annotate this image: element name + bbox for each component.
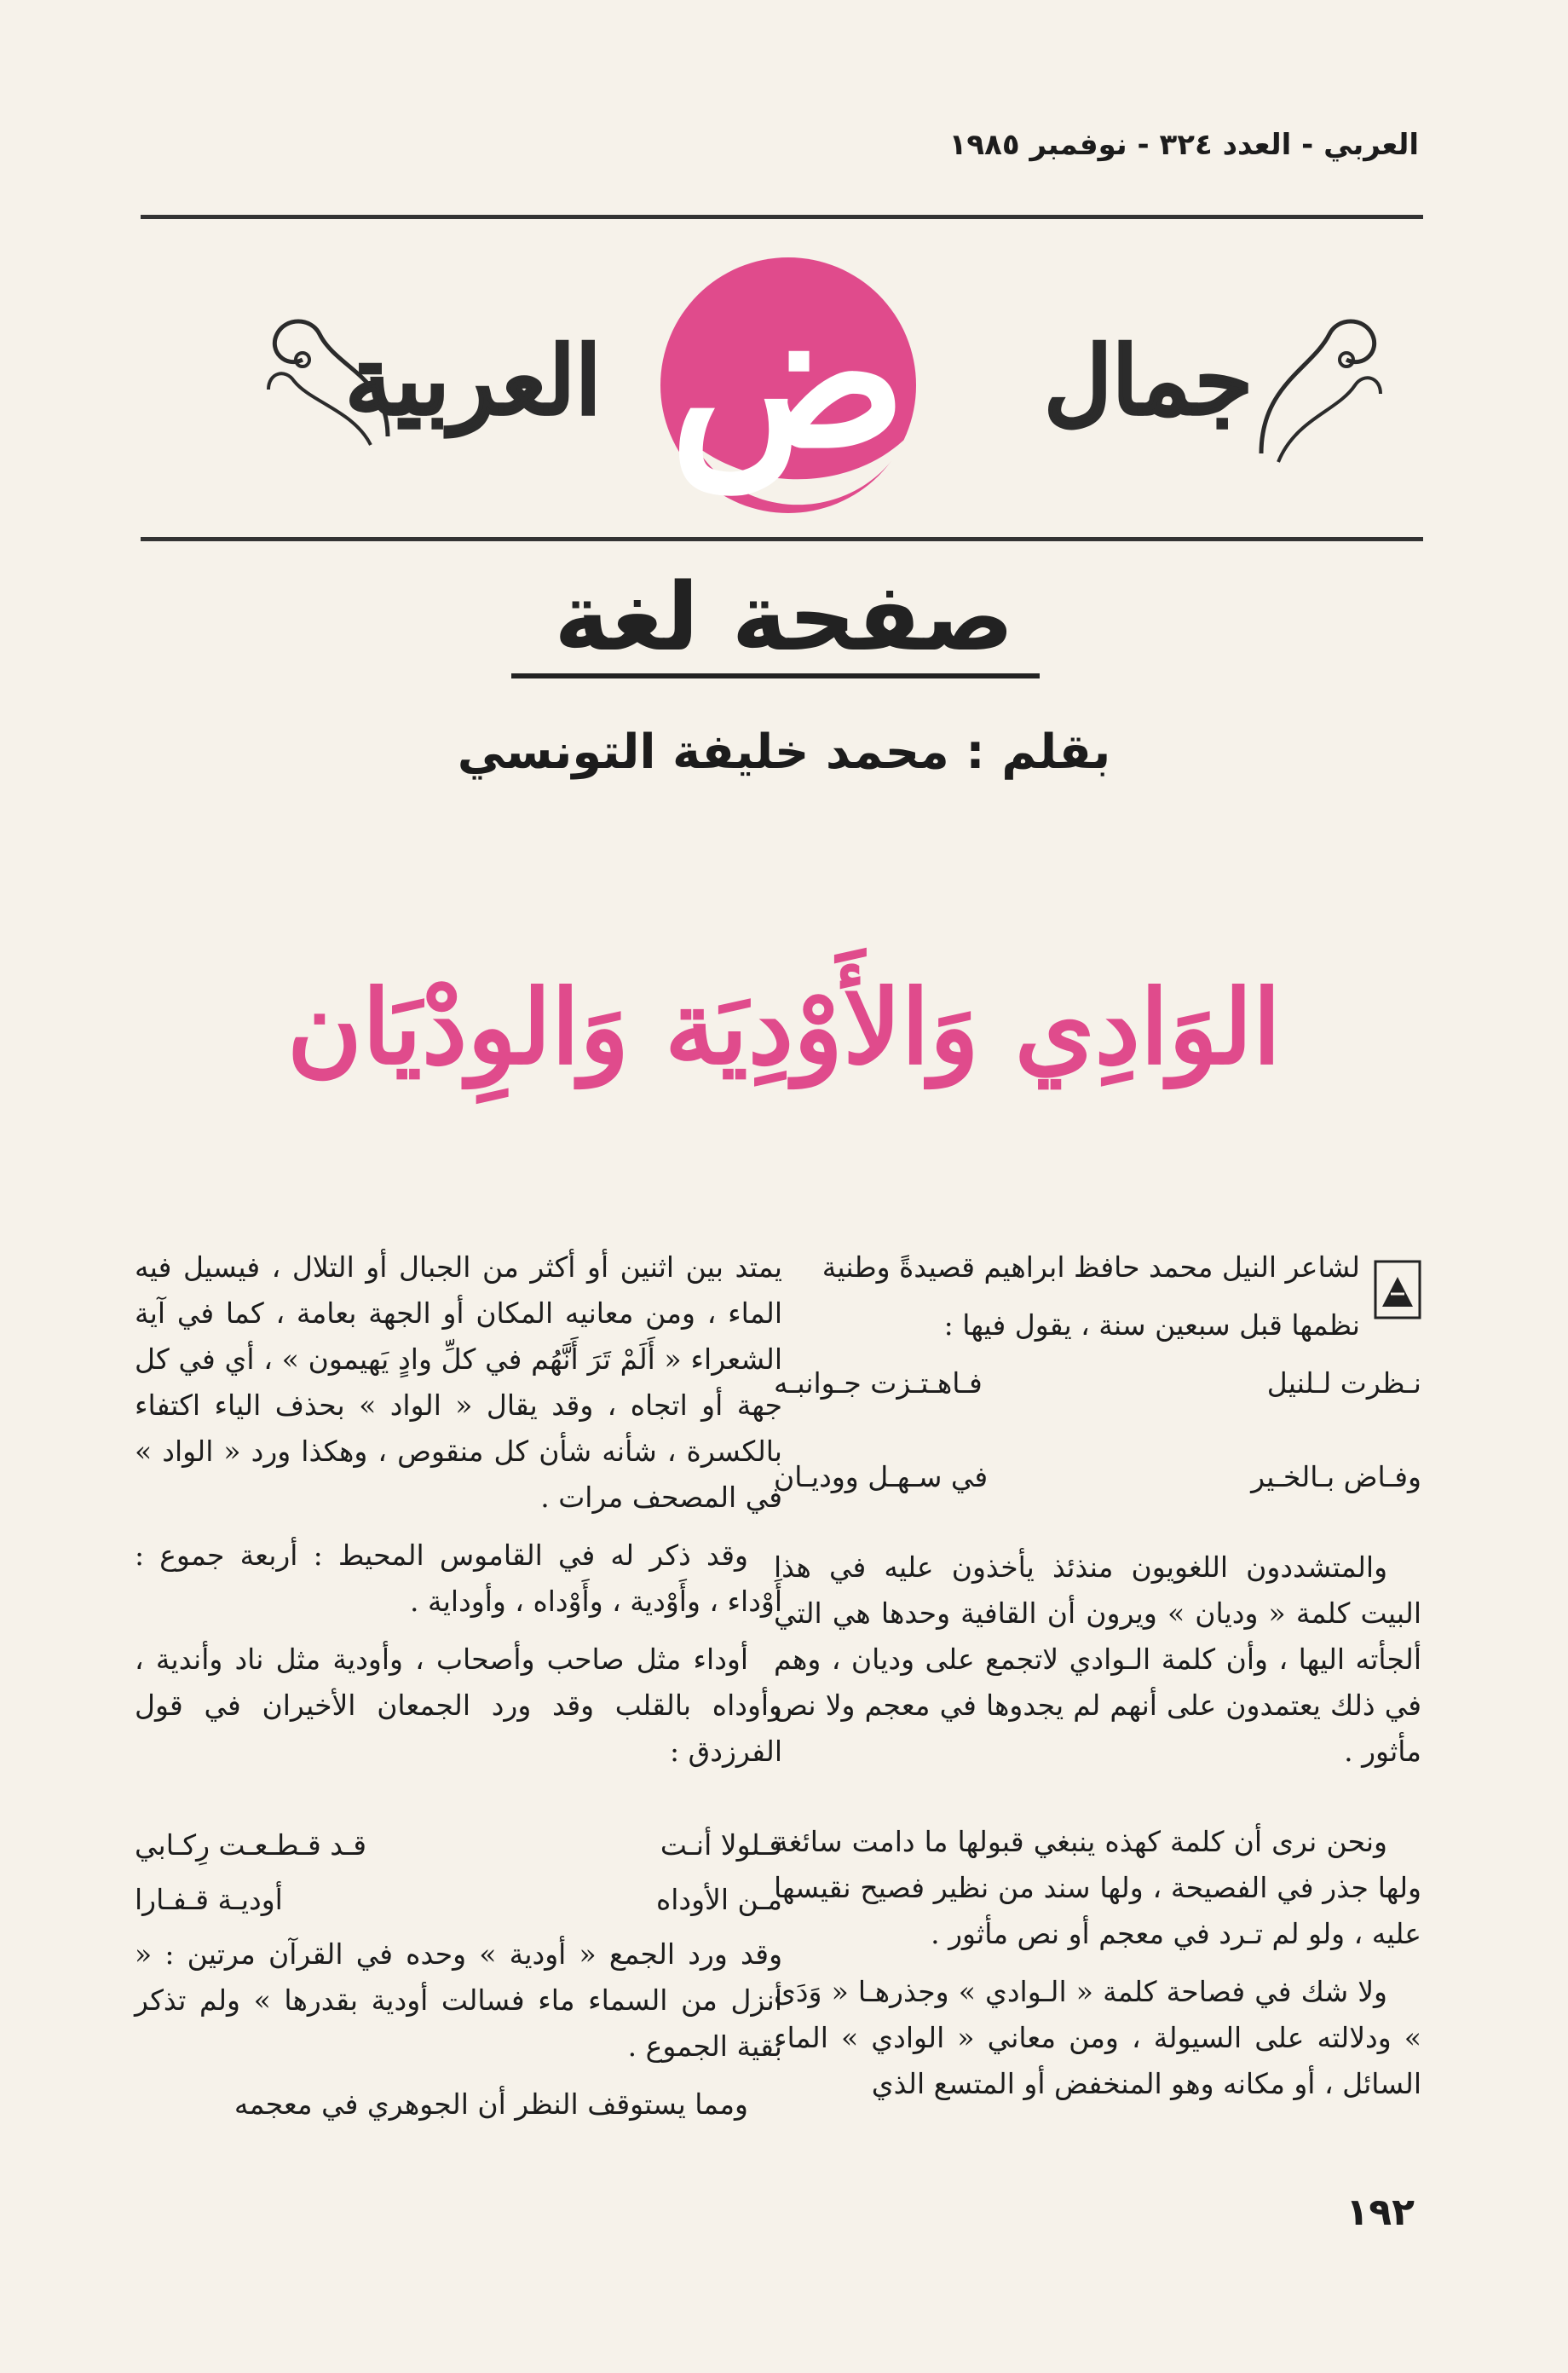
verse-line [774,1360,1421,1406]
masthead-word-jamal: جمال [1043,326,1253,436]
ornament-right-icon [1244,283,1398,488]
byline: بقلم : محمد خليفة التونسي [457,725,1111,780]
paragraph: وقد ورد الجمع « أودية » وحده في القرآن مرتين : « أنزل من السماء ماء فسالت أودية بقدرها » ولم تذكر بقية الجموع . [135,1937,782,2063]
verse-hemistich: أوديـة قـفـارا [135,1883,283,1916]
masthead-word-arabiya: العربية [345,326,602,436]
article-right-column [774,1244,1421,2119]
paragraph: لشاعر النيل محمد حافظ ابراهيم قصيدةً وطنية [821,1250,1360,1284]
masthead-emblem-letter: ض [669,262,908,492]
section-title: صفحة لغة [554,563,1014,672]
masthead-emblem [643,249,933,522]
verse-hemistich: نـظرت لـلنيل [1266,1366,1421,1400]
paragraph: نظمها قبل سبعين سنة ، يقول فيها : [943,1308,1360,1342]
article-title: الوَادِي وَالأَوْدِيَة وَالوِدْيَان [286,967,1282,1088]
article-left-column [135,1244,782,2139]
verse-line [774,1454,1421,1500]
masthead-bottom-rule [141,537,1423,541]
paragraph: أوداء مثل صاحب وأصحاب ، وأودية مثل ناد وأندية ، وأوداه بالقلب وقد ورد الجمعان الأخيران في قول الفرزدق : [135,1643,782,1768]
running-head: العربي - العدد ٣٢٤ - نوفمبر ١٩٨٥ [948,128,1419,162]
verse-hemistich: فـاهـتـزت جـوانبـه [774,1366,983,1400]
paragraph: ولا شك في فصاحة كلمة « الـوادي » وجذرهـا « وَدَى » ودلالته على السيولة ، ومن معاني « الوادي » الماء السائل ، أو مكانه وهو المنخفض أو المتسع الذي [774,1975,1421,2100]
paragraph: والمتشددون اللغويون منذئذ يأخذون عليه في هذا البيت كلمة « وديان » ويرون أن القافية وحدها هي التي ألجأته اليها ، وأن كلمة الـوادي لاتجمع على وديان ، وهم في ذلك يعتمدون على أنهم لم يجدوها في معجم ولا نص مأثور . [774,1550,1421,1768]
verse-hemistich: في سـهـل ووديـان [774,1460,989,1493]
page-number: ١٩٢ [1346,2191,1415,2234]
verse-hemistich: فـلولا أنـت [660,1828,782,1862]
verse-hemistich: وفـاض بـالخـير [1251,1460,1421,1493]
paragraph: ومما يستوقف النظر أن الجوهري في معجمه [233,2087,748,2121]
verse-hemistich: قـد قـطـعـت رِكـابي [135,1828,366,1862]
top-rule [141,215,1423,219]
paragraph: وقد ذكر له في القاموس المحيط : أربعة جموع : أَوْداء ، وأَوْدية ، وأَوْداه ، وأوداية . [135,1539,782,1618]
verse-line [135,1822,782,1868]
verse-line [135,1877,782,1923]
masthead [141,223,1423,530]
verse-hemistich: مـن الأوداه [655,1883,782,1916]
paragraph: يمتد بين اثنين أو أكثر من الجبال أو التلال ، فيسيل فيه الماء ، ومن معانيه المكان أو الجهة بعامة ، كما في آية الشعراء « أَلَمْ تَرَ أَنَّهُم في كلِّ وادٍ يَهيمون » ، أي في كل جهة أو اتجاه ، وقد يقال « الواد » بحذف الياء اكتفاء بالكسرة ، شأنه شأن كل منقوص ، وهكذا ورد « الواد » في المصحف مرات . [135,1250,782,1514]
section-title-underline [511,673,1040,678]
paragraph: ونحن نرى أن كلمة كهذه ينبغي قبولها ما دامت سائغة ولها جذر في الفصيحة ، ولها سند من نظير فصيح نقيسها عليه ، ولو لم تـرد في معجم أو نص مأثور . [774,1825,1421,1950]
